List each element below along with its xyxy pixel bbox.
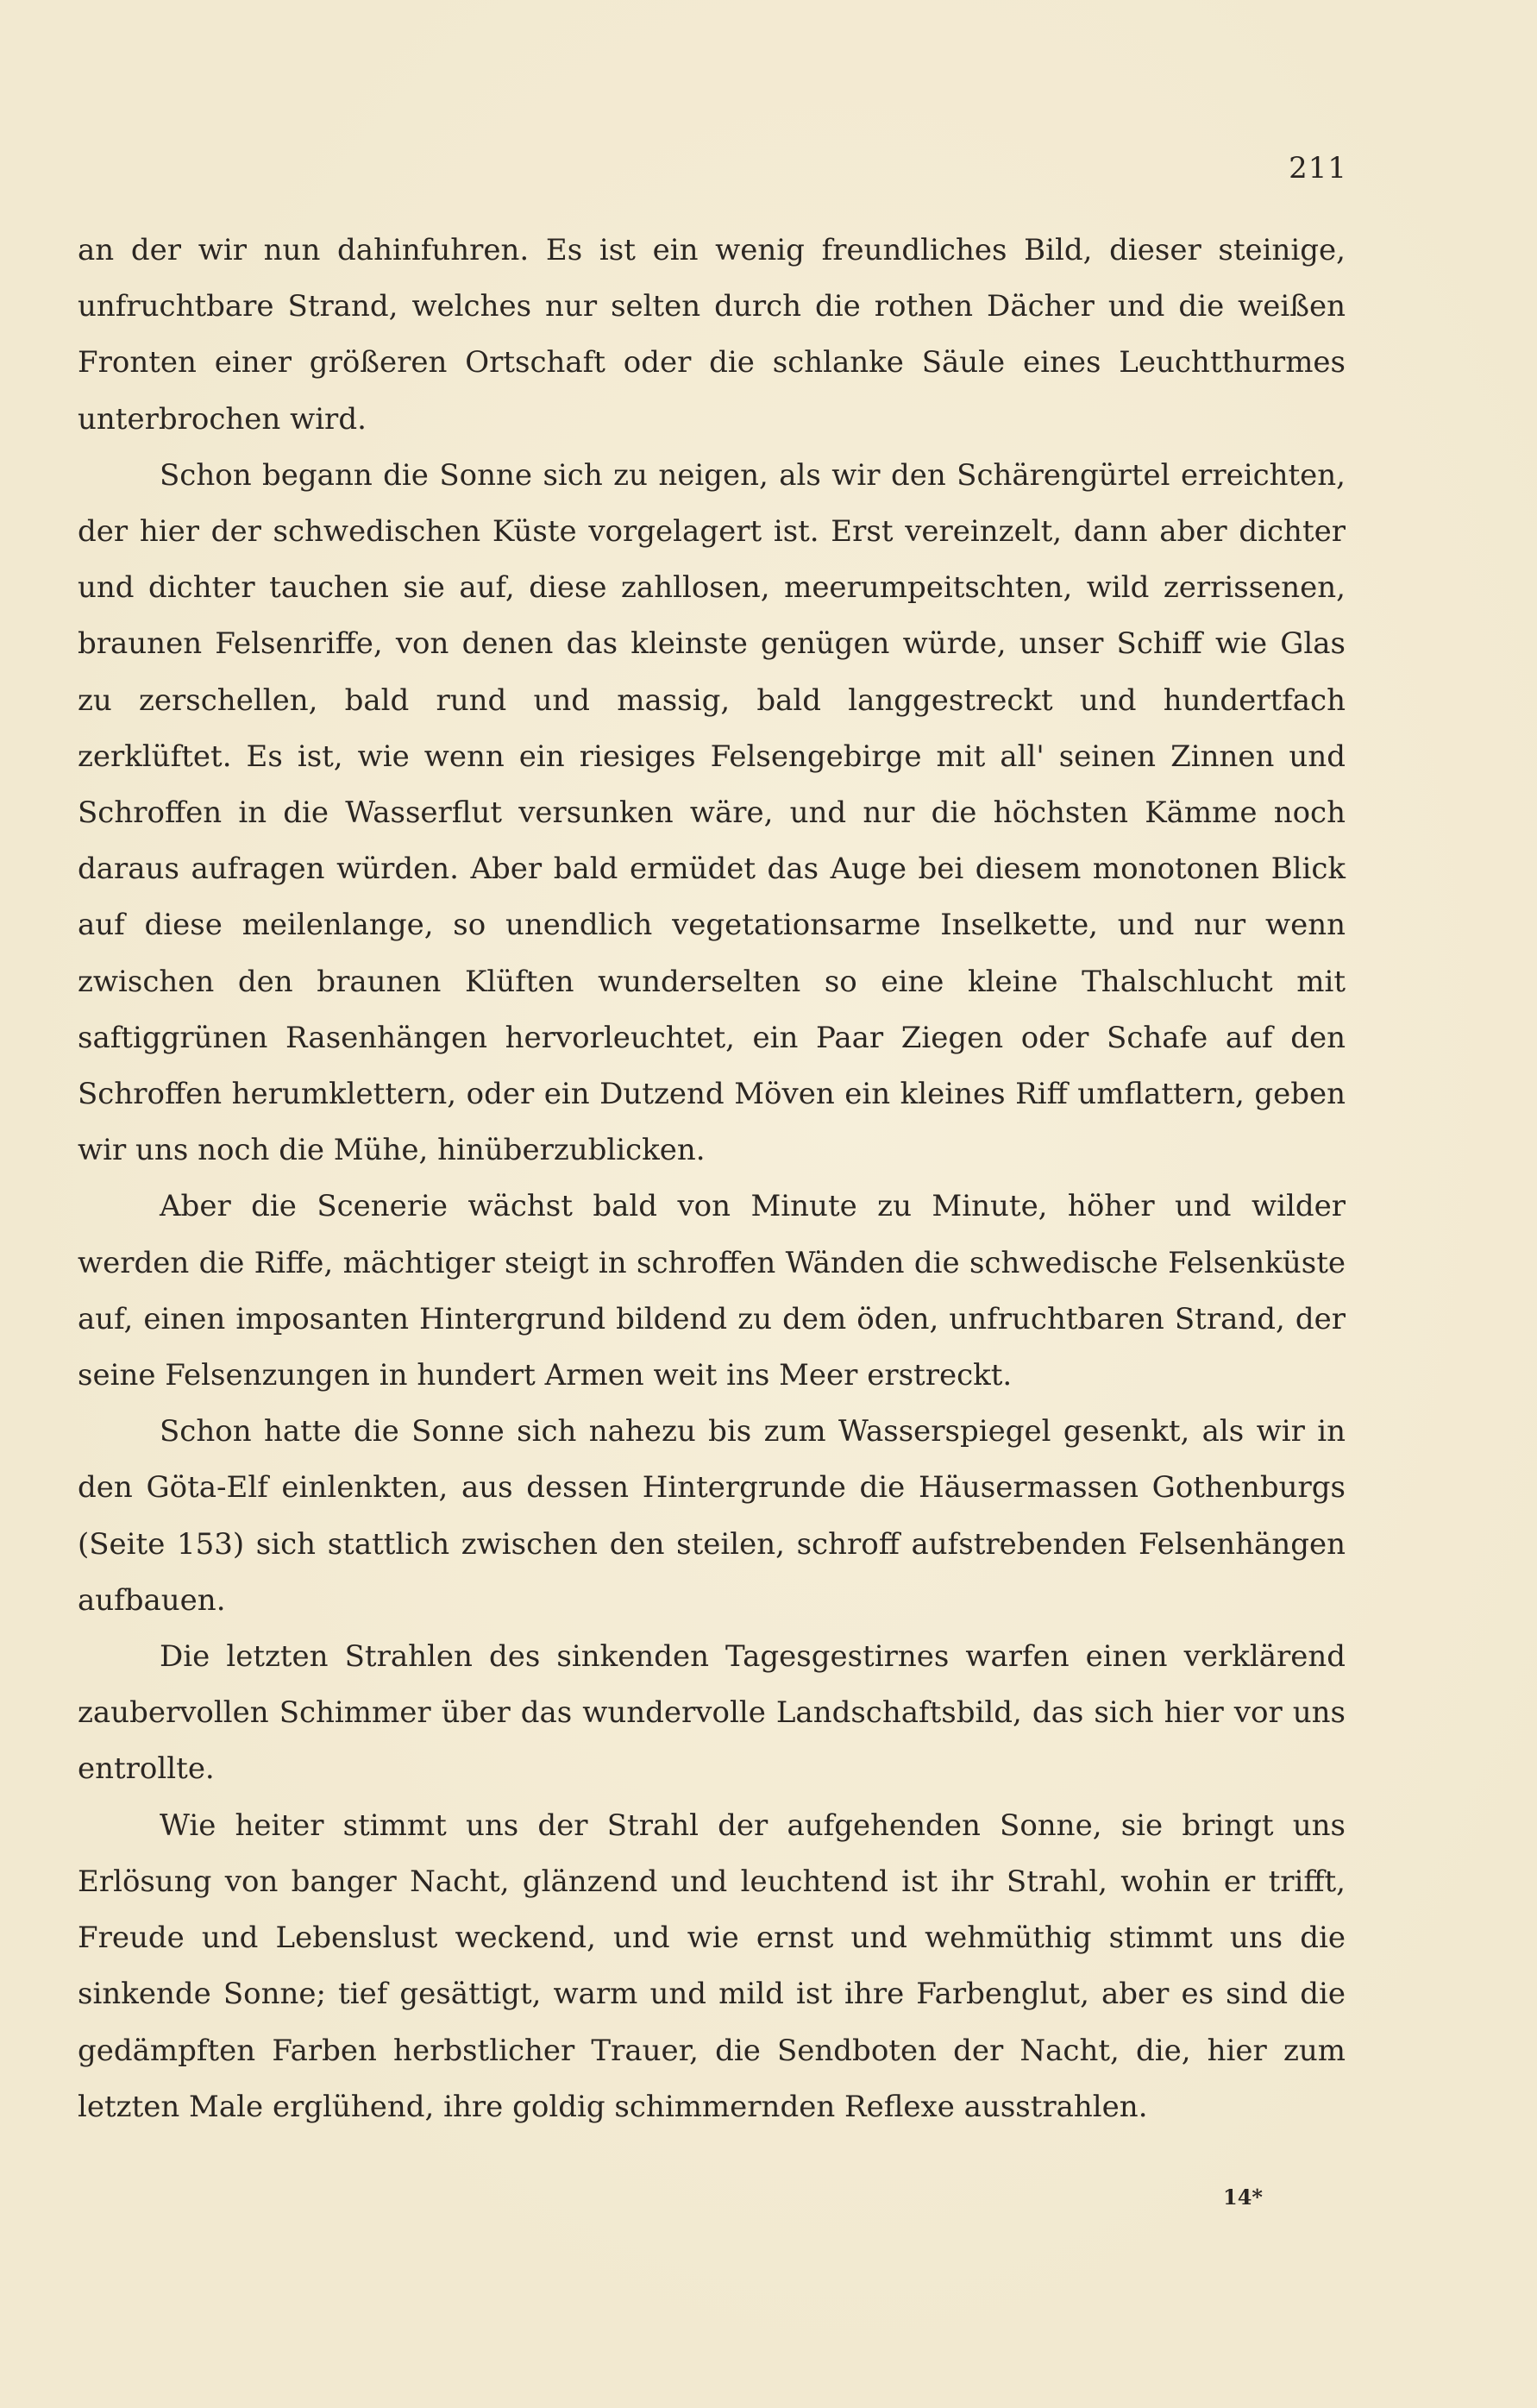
paragraph-3: Aber die Scenerie wächst bald von Minute zu Minute, höher und wilder werden die Riffe, mächtiger steigt in schroffen Wänden die schwedische Felsenküste auf, einen imposanten Hintergrund bildend zu dem öden, unfruchtbaren Strand, der seine Felsenzungen in hundert Armen weit ins Meer erstreckt. [78,1189,1346,1393]
paragraph-2: Schon begann die Sonne sich zu neigen, als wir den Schärengürtel erreichten, der hier der schwedischen Küste vorgelagert ist. Erst vereinzelt, dann aber dichter und dichter tauchen sie auf, diese zahllosen, meerumpeitschten, wild zerrissenen, braunen Felsenriffe, von denen das kleinste genügen würde, unser Schiff wie Glas zu zerschellen, bald rund und massig, bald langgestreckt und hundertfach zerklüftet. Es ist, wie wenn ein riesiges Felsengebirge mit all' seinen Zinnen und Schroffen in die Wasserflut versunken wäre, und nur die höchsten Kämme noch daraus aufragen würden. Aber bald ermüdet das Auge bei diesem monotonen Blick auf diese meilenlange, so unendlich vegetationsarme Inselkette, und nur wenn zwischen den braunen Klüften wunderselten so eine kleine Thalschlucht mit saftiggrünen Rasenhängen hervorleuchtet, ein Paar Ziegen oder Schafe auf den Schroffen herumklettern, oder ein Dutzend Möven ein kleines Riff umflattern, geben wir uns noch die Mühe, hinüberzublicken. [78,457,1346,1168]
paragraph-5: Die letzten Strahlen des sinkenden Tagesgestirnes warfen einen verklärend zaubervollen Schimmer über das wundervolle Landschaftsbild, das sich hier vor uns entrollte. [78,1639,1346,1787]
page-number: 211 [1289,151,1347,185]
paragraph-6: Wie heiter stimmt uns der Strahl der aufgehenden Sonne, sie bringt uns Erlösung von banger Nacht, glänzend und leuchtend ist ihr Strahl, wohin er trifft, Freude und Lebenslust weckend, und wie ernst und wehmüthig stimmt uns die sinkende Sonne; tief gesättigt, warm und mild ist ihre Farbenglut, aber es sind die gedämpften Farben herbstlicher Trauer, die Sendboten der Nacht, die, hier zum letzten Male erglühend, ihre goldig schimmernden Reflexe ausstrahlen. [78,1808,1346,2124]
signature-mark: 14* [1223,2185,1263,2210]
paragraph-4: Schon hatte die Sonne sich nahezu bis zum Wasserspiegel gesenkt, als wir in den Göta-Elf einlenkten, aus dessen Hintergrunde die Häusermassen Gothenburgs (Seite 153) sich stattlich zwischen den steilen, schroff aufstrebenden Felsenhängen aufbauen. [78,1414,1346,1618]
paragraph-1: an der wir nun dahinfuhren. Es ist ein wenig freundliches Bild, dieser steinige, unfruchtbare Strand, welches nur selten durch die rothen Dächer und die weißen Fronten einer größeren Ortschaft oder die schlanke Säule eines Leuchtthurmes unterbrochen wird. [78,233,1346,437]
body-text [78,223,1346,2135]
